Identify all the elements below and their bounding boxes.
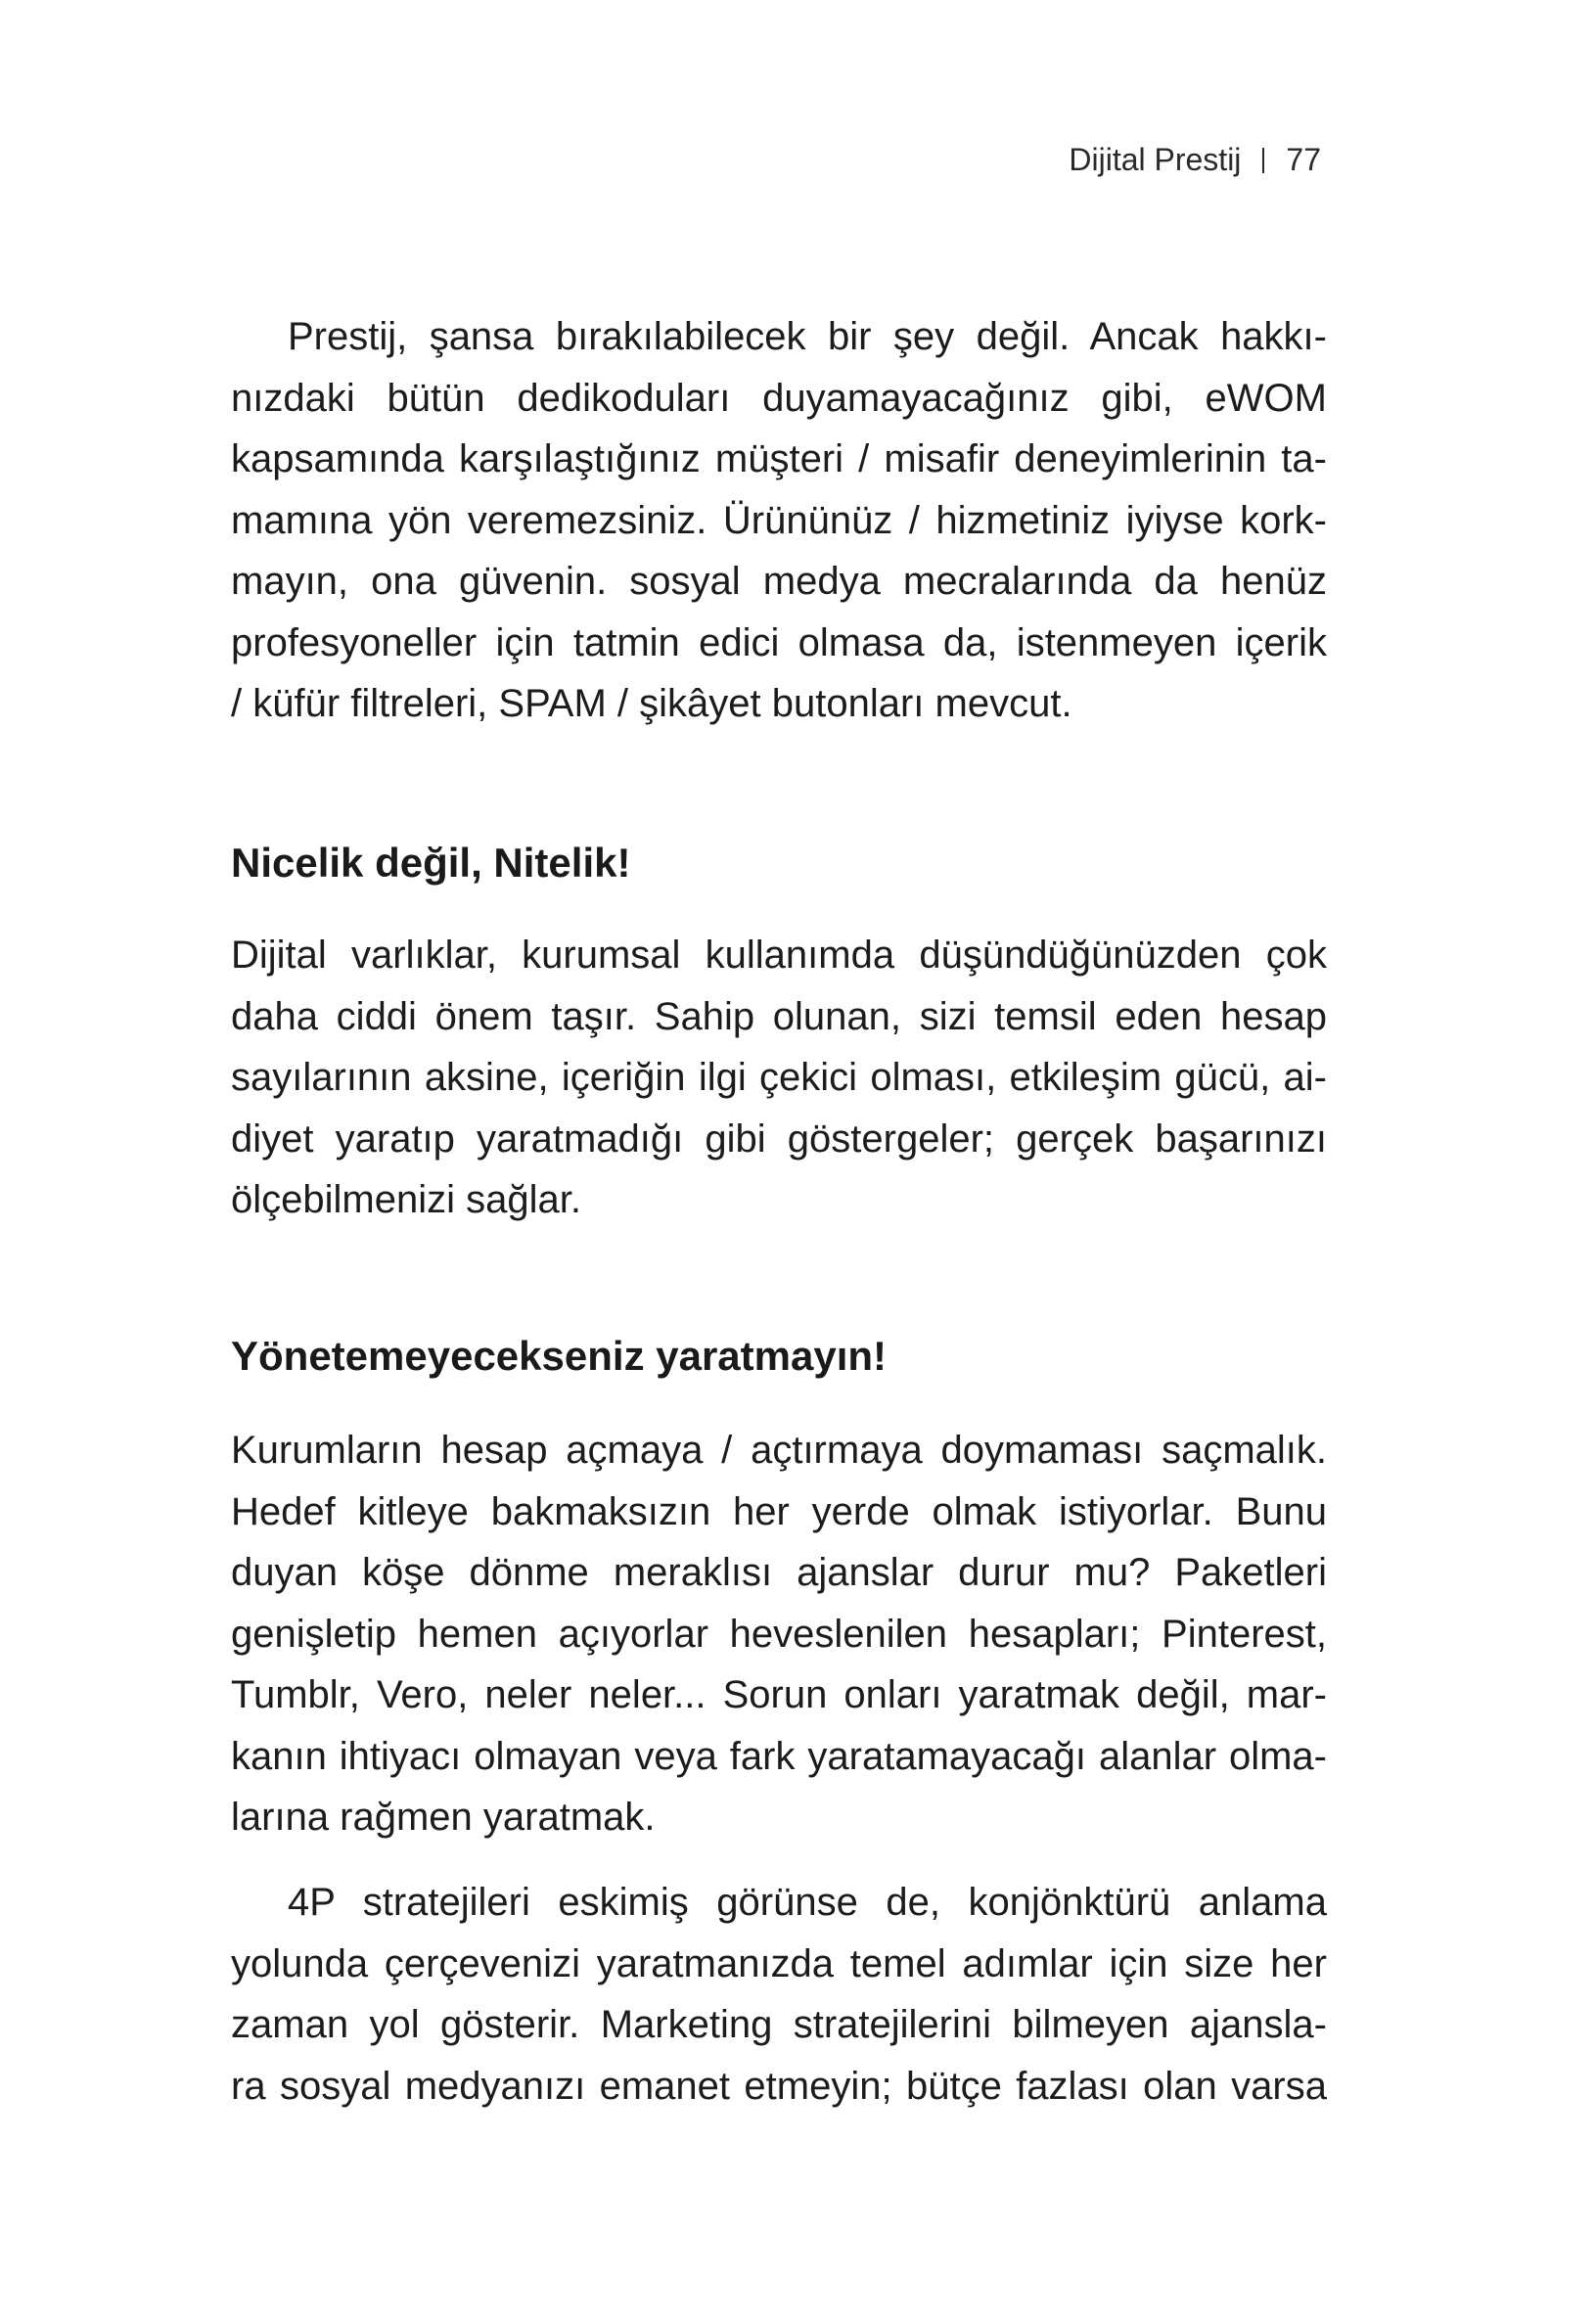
section-2-paragraph-2 [231,1872,1327,2117]
paragraph-line: Hedef kitleye bakmaksızın her yerde olmak istiyorlar. Bunu [231,1489,1327,1533]
paragraph-line: yolunda çerçevenizi yaratmanızda temel adımlar için size her [231,1941,1327,1985]
paragraph-line: ra sosyal medyanızı emanet etmeyin; bütçe fazlası olan varsa [231,2064,1327,2108]
paragraph-line: duyan köşe dönme meraklısı ajanslar durur mu? Paketleri [231,1551,1327,1594]
section-heading-nicelik: Nicelik değil, Nitelik! [231,840,631,886]
paragraph-line: ölçebilmenizi sağlar. [231,1178,581,1221]
page-number: 77 [1286,142,1321,177]
section-heading-yonetemeyecekseniz: Yönetemeyecekseniz yaratmayın! [231,1333,888,1379]
paragraph-line: kanın ihtiyacı olmayan veya fark yaratamayacağı alanlar olma- [231,1734,1327,1778]
paragraph-line: Kurumların hesap açmaya / açtırmaya doymaması saçmalık. [231,1429,1327,1472]
paragraph-line: zaman yol gösterir. Marketing stratejilerini bilmeyen ajansla- [231,2003,1327,2046]
paragraph-line: nızdaki bütün dedikoduları duyamayacağınız gibi, eWOM [231,376,1327,420]
paragraph-line: mamına yön veremezsiniz. Ürününüz / hizmetiniz iyiyse kork- [231,498,1327,542]
paragraph-line: Prestij, şansa bırakılabilecek bir şey değil. Ancak hakkı- [288,315,1327,358]
paragraph-line: sayılarının aksine, içeriğin ilgi çekici olması, etkileşim gücü, ai- [231,1056,1327,1099]
paragraph-line: Dijital varlıklar, kurumsal kullanımda düşündüğünüzden çok [231,934,1327,977]
paragraph-line: kapsamında karşılaştığınız müşteri / misafir deneyimlerinin ta- [231,437,1327,480]
paragraph-line: larına rağmen yaratmak. [231,1796,656,1839]
paragraph-line: daha ciddi önem taşır. Sahip olunan, sizi temsil eden hesap [231,994,1327,1038]
paragraph-line: 4P stratejileri eskimiş görünse de, konjönktürü anlama [288,1881,1327,1924]
section-1-paragraph [231,925,1327,1231]
paragraph-line: genişletip hemen açıyorlar heveslenilen hesapları; Pinterest, [231,1612,1327,1656]
paragraph-line: Tumblr, Vero, neler neler... Sorun onları yaratmak değil, mar- [231,1673,1327,1716]
paragraph-line: mayın, ona güvenin. sosyal medya mecralarında da henüz [231,560,1327,603]
book-title: Dijital Prestij [1069,142,1242,177]
paragraph-line: profesyoneller için tatmin edici olmasa da, istenmeyen içerik [231,620,1327,664]
paragraph-line: diyet yaratıp yaratmadığı gibi göstergeler; gerçek başarınızı [231,1116,1327,1161]
section-2-paragraph-1 [231,1420,1327,1848]
paragraph-line: / küfür filtreleri, SPAM / şikâyet butonları mevcut. [231,682,1072,725]
running-header [1069,142,1321,178]
opening-paragraph [231,306,1327,735]
header-separator [1262,148,1264,173]
